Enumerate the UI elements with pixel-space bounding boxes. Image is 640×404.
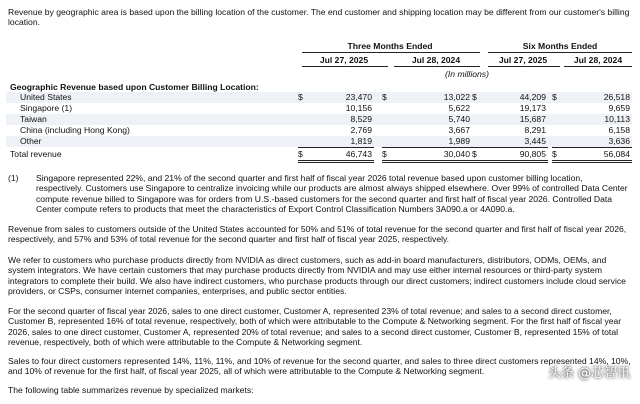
double-rule: [298, 162, 374, 163]
currency-sign: $: [552, 92, 557, 102]
watermark: 头条 @芯智讯: [547, 366, 630, 382]
double-rule: [298, 160, 374, 161]
header-six-underline: [488, 52, 632, 53]
double-rule: [472, 162, 548, 163]
double-rule: [382, 160, 472, 161]
total-rule: [552, 147, 632, 148]
cell-value: 3,636: [608, 136, 630, 146]
section-title: Geographic Revenue based upon Customer Billing Location:: [10, 82, 259, 92]
cell-value: 3,667: [448, 125, 470, 135]
body-paragraph-3: For the second quarter of fiscal year 2026, sales to one direct customer, Customer A, represented 23% of total revenue; and sales to a second direct customer, Customer B, represented 16% of total revenue, respectively, both of which were attributable to the Compute & Networking segment. For the first half of fiscal year 2026, sales to one direct customer, Customer A, represented 20% of total revenue; and sales to a second direct customer, Customer B, represented 15% of total revenue, respectively, both of which were attributable to the Compute & Networking segment.: [8, 306, 622, 348]
row-label: Taiwan: [20, 114, 47, 124]
total-value: 90,805: [519, 149, 546, 159]
cell-value: 44,209: [519, 92, 546, 102]
total-value: 30,040: [443, 149, 470, 159]
intro-paragraph: Revenue by geographic area is based upon the billing location of the customer. The end customer and shipping location may be different from our customer's billing location.: [8, 7, 630, 28]
currency-sign: $: [382, 149, 387, 159]
header-three-underline: [302, 52, 480, 53]
total-rule: [382, 147, 472, 148]
row-label: Singapore (1): [20, 103, 73, 113]
currency-sign: $: [382, 92, 387, 102]
row-label: United States: [20, 92, 72, 102]
row-label: China (including Hong Kong): [20, 125, 130, 135]
cell-value: 3,445: [524, 136, 546, 146]
total-label: Total revenue: [10, 149, 62, 159]
col-header-4: Jul 28, 2024: [573, 55, 623, 65]
cell-value: 10,156: [345, 103, 372, 113]
cell-value: 5,622: [448, 103, 470, 113]
total-value: 56,084: [603, 149, 630, 159]
cell-value: 15,687: [519, 114, 546, 124]
col-underline-1: [302, 66, 388, 67]
header-three-months: Three Months Ended: [347, 41, 433, 51]
body-paragraph-1: Revenue from sales to customers outside of the United States accounted for 50% and 51% of total revenue for the second quarter and first half of fiscal year 2026, respectively, and 57% and 53% of total revenue for the second quarter and first half of fiscal year 2025, respectively.: [8, 224, 627, 245]
cell-value: 26,518: [603, 92, 630, 102]
currency-sign: $: [472, 92, 477, 102]
cell-value: 5,740: [448, 114, 470, 124]
total-rule: [298, 147, 374, 148]
row-label: Other: [20, 136, 42, 146]
currency-sign: $: [552, 149, 557, 159]
cell-value: 1,819: [350, 136, 372, 146]
cell-value: 8,291: [524, 125, 546, 135]
total-rule: [472, 147, 548, 148]
body-paragraph-2: We refer to customers who purchase products directly from NVIDIA as direct customers, such as add-in board manufacturers, distributors, ODMs, OEMs, and system integrators. We have certain customers that may purchase products directly from NVIDIA and may use either internal resources or third-party system integrators to complete their build. We also have indirect customers, who purchase products through our direct customers; indirect customers include cloud service providers, or CSPs, consumer internet companies, enterprises, and public sector entities.: [8, 255, 626, 297]
cell-value: 13,022: [443, 92, 470, 102]
cell-value: 8,529: [350, 114, 372, 124]
currency-sign: $: [298, 149, 303, 159]
total-value: 46,743: [345, 149, 372, 159]
cell-value: 2,769: [350, 125, 372, 135]
cell-value: 10,113: [604, 114, 630, 124]
col-underline-2: [394, 66, 480, 67]
units-label: (In millions): [445, 69, 489, 79]
col-underline-3: [488, 66, 560, 67]
currency-sign: $: [298, 92, 303, 102]
col-header-2: Jul 28, 2024: [411, 55, 461, 65]
col-header-1: Jul 27, 2025: [319, 55, 369, 65]
cell-value: 19,173: [519, 103, 546, 113]
body-paragraph-5: The following table summarizes revenue by specialized markets:: [8, 385, 254, 395]
col-header-3: Jul 27, 2025: [498, 55, 548, 65]
footnote-text: Singapore represented 22%, and 21% of the second quarter and first half of fiscal year 2026 total revenue based upon customer billing location, respectively. Customers use Singapore to centralize invoicing while our products are almost always shipped elsewhere. Over 99% of controlled Data Center compute revenue billed to Singapore was for orders from U.S.-based customers for the second quarter and first half of fiscal year 2026. Controlled Data Center compute refers to products that meet the characteristics of Export Control Classification Numbers 3A090.a or 4A090.a.: [36, 173, 628, 215]
currency-sign: $: [472, 149, 477, 159]
footnote-marker: (1): [8, 173, 19, 183]
cell-value: 9,659: [608, 103, 630, 113]
double-rule: [472, 160, 548, 161]
body-paragraph-4: Sales to four direct customers represented 14%, 11%, 11%, and 10% of revenue for the second quarter, and sales to three direct customers represented 14%, 10%, and 10% of revenue for the first half, of fiscal year 2025, all of which were attributable to the Compute & Networking segment.: [8, 356, 631, 377]
double-rule: [552, 162, 632, 163]
cell-value: 23,470: [345, 92, 372, 102]
double-rule: [382, 162, 472, 163]
col-underline-4: [564, 66, 632, 67]
header-six-months: Six Months Ended: [522, 41, 598, 51]
cell-value: 1,989: [448, 136, 470, 146]
cell-value: 6,158: [608, 125, 630, 135]
double-rule: [552, 160, 632, 161]
